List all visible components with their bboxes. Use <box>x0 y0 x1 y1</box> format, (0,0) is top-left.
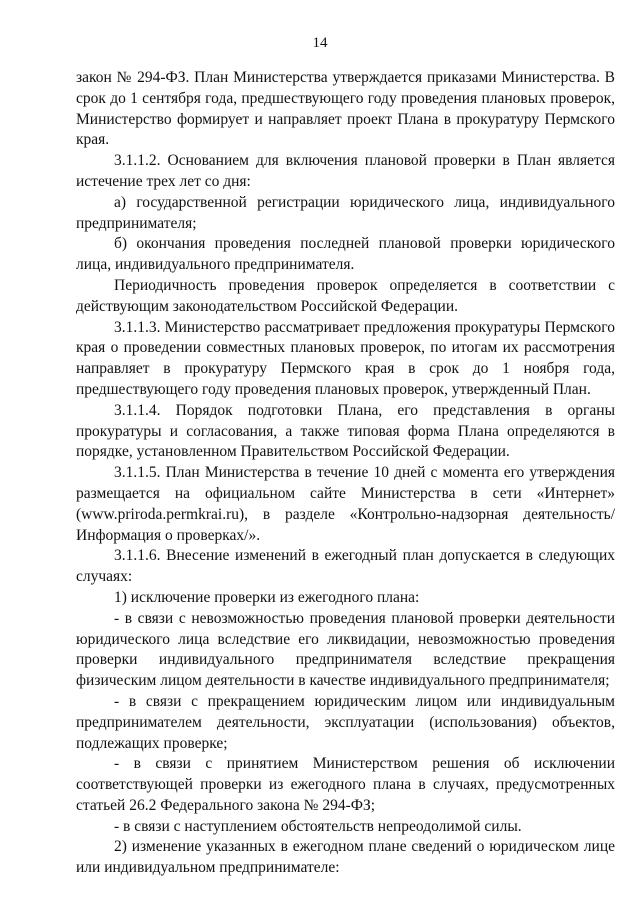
paragraph-3-1-1-4: 3.1.1.4. Порядок подготовки Плана, его представления в органы прокуратуры и согласования, а также типовая форма Плана определяются в порядке, установленном Правительством Российской Федерации. <box>76 401 615 461</box>
paragraph-3-1-1-5: 3.1.1.5. План Министерства в течение 10 дней с момента его утверждения размещается на официальном сайте Министерства в сети «Интернет» (www.priroda.permkrai.ru), в разделе «Контрольно-надзорная деятельность/Информация о проверках/». <box>76 464 615 544</box>
paragraph-3-1-1-6: 3.1.1.6. Внесение изменений в ежегодный план допускается в следующих случаях: <box>76 547 615 586</box>
paragraph-3-1-1-2: 3.1.1.2. Основанием для включения плановой проверки в План является истечение трех лет со дня: <box>76 152 615 190</box>
list-item-1: 1) исключение проверки из ежегодного плана: <box>114 588 420 606</box>
dash-item-termination: - в связи с прекращением юридическим лицом или индивидуальным предпринимателем деятельности, эксплуатации (использования) объектов, подлежащих проверке; <box>76 692 615 752</box>
list-item-b: б) окончания проведения последней плановой проверки юридического лица, индивидуального предпринимателя. <box>76 235 615 274</box>
list-item-2: 2) изменение указанных в ежегодном плане сведений о юридическом лице или индивидуальном предпринимателе: <box>76 838 615 877</box>
page-number: 14 <box>312 35 328 51</box>
dash-item-force-majeure: - в связи с наступлением обстоятельств непреодолимой силы. <box>114 817 522 835</box>
paragraph-periodicity: Периодичность проведения проверок определяется в соответствии с действующим законодательством Российской Федерации. <box>76 276 615 315</box>
paragraph-continuation: закон № 294-ФЗ. План Министерства утверждается приказами Министерства. В срок до 1 сентября года, предшествующего году проведения плановых проверок, Министерство формирует и направляет проект Плана в прокуратуру Пермского края. <box>76 69 615 149</box>
dash-item-liquidation: - в связи с невозможностью проведения плановой проверки деятельности юридического лица вследствие его ликвидации, невозможностью проведения проверки индивидуального предпринимателя вследствие прекращения физическим лицом деятельности в качестве индивидуального предпринимателя; <box>76 609 615 690</box>
dash-item-exclusion-decision: - в связи с принятием Министерством решения об исключении соответствующей проверки из ежегодного плана в случаях, предусмотренных статьей 26.2 Федерального закона № 294-ФЗ; <box>76 755 615 814</box>
document-body <box>76 68 615 879</box>
list-item-a: а) государственной регистрации юридического лица, индивидуального предпринимателя; <box>76 193 615 232</box>
paragraph-3-1-1-3: 3.1.1.3. Министерство рассматривает предложения прокуратуры Пермского края о проведении совместных плановых проверок, по итогам их рассмотрения направляет в прокуратуру Пермского края в срок до 1 ноября года, предшествующего году проведения плановых проверок, утвержденный План. <box>76 318 615 398</box>
